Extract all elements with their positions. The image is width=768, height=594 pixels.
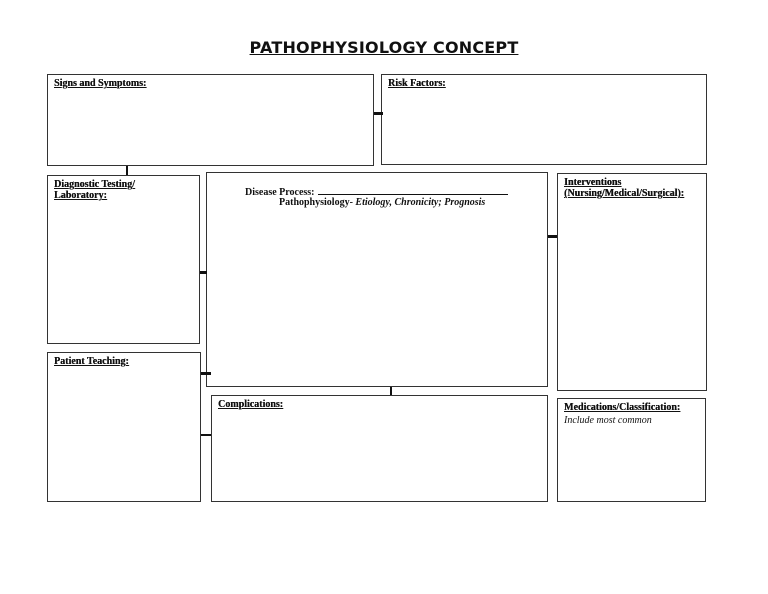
- medications-box[interactable]: [557, 398, 706, 502]
- connector-disease-to-interventions: [548, 235, 557, 238]
- disease-process-blank-line: [318, 185, 508, 195]
- pathophysiology-terms: Etiology, Chronicity; Prognosis: [355, 197, 486, 208]
- risk-factors-label: Risk Factors:: [388, 78, 446, 89]
- signs-symptoms-box[interactable]: [47, 74, 374, 166]
- patient-teaching-box[interactable]: [47, 352, 201, 502]
- connector-disease-to-complications: [390, 387, 392, 395]
- complications-label: Complications:: [218, 399, 283, 410]
- diagnostic-testing-line1: Diagnostic Testing/: [54, 179, 135, 190]
- complications-box[interactable]: [211, 395, 548, 502]
- page-title: PATHOPHYSIOLOGY CONCEPT: [249, 38, 519, 57]
- interventions-line1: Interventions: [564, 177, 622, 188]
- risk-factors-box[interactable]: [381, 74, 707, 165]
- connector-diagnostic-to-disease: [200, 271, 207, 274]
- disease-process-box[interactable]: [206, 172, 548, 387]
- interventions-line2: (Nursing/Medical/Surgical):: [564, 188, 684, 199]
- medications-label: Medications/Classification:: [564, 402, 681, 413]
- pathophysiology-label: Pathophysiology-: [279, 197, 353, 208]
- connector-complications-to-teaching: [201, 434, 211, 436]
- signs-symptoms-label: Signs and Symptoms:: [54, 78, 147, 89]
- medications-note: Include most common: [564, 415, 652, 426]
- disease-process-label: Disease Process:: [245, 187, 315, 198]
- patient-teaching-label: Patient Teaching:: [54, 356, 129, 367]
- interventions-box[interactable]: [557, 173, 707, 391]
- connector-disease-to-teaching: [201, 372, 211, 375]
- diagnostic-testing-line2: Laboratory:: [54, 190, 107, 201]
- interventions-label: [564, 177, 684, 199]
- diagnostic-testing-label: [54, 179, 135, 201]
- connector-signs-to-diagnostic: [126, 166, 128, 175]
- connector-risk-to-signs: [374, 112, 383, 115]
- pathophysiology-heading: [279, 197, 485, 209]
- diagnostic-testing-box[interactable]: [47, 175, 200, 344]
